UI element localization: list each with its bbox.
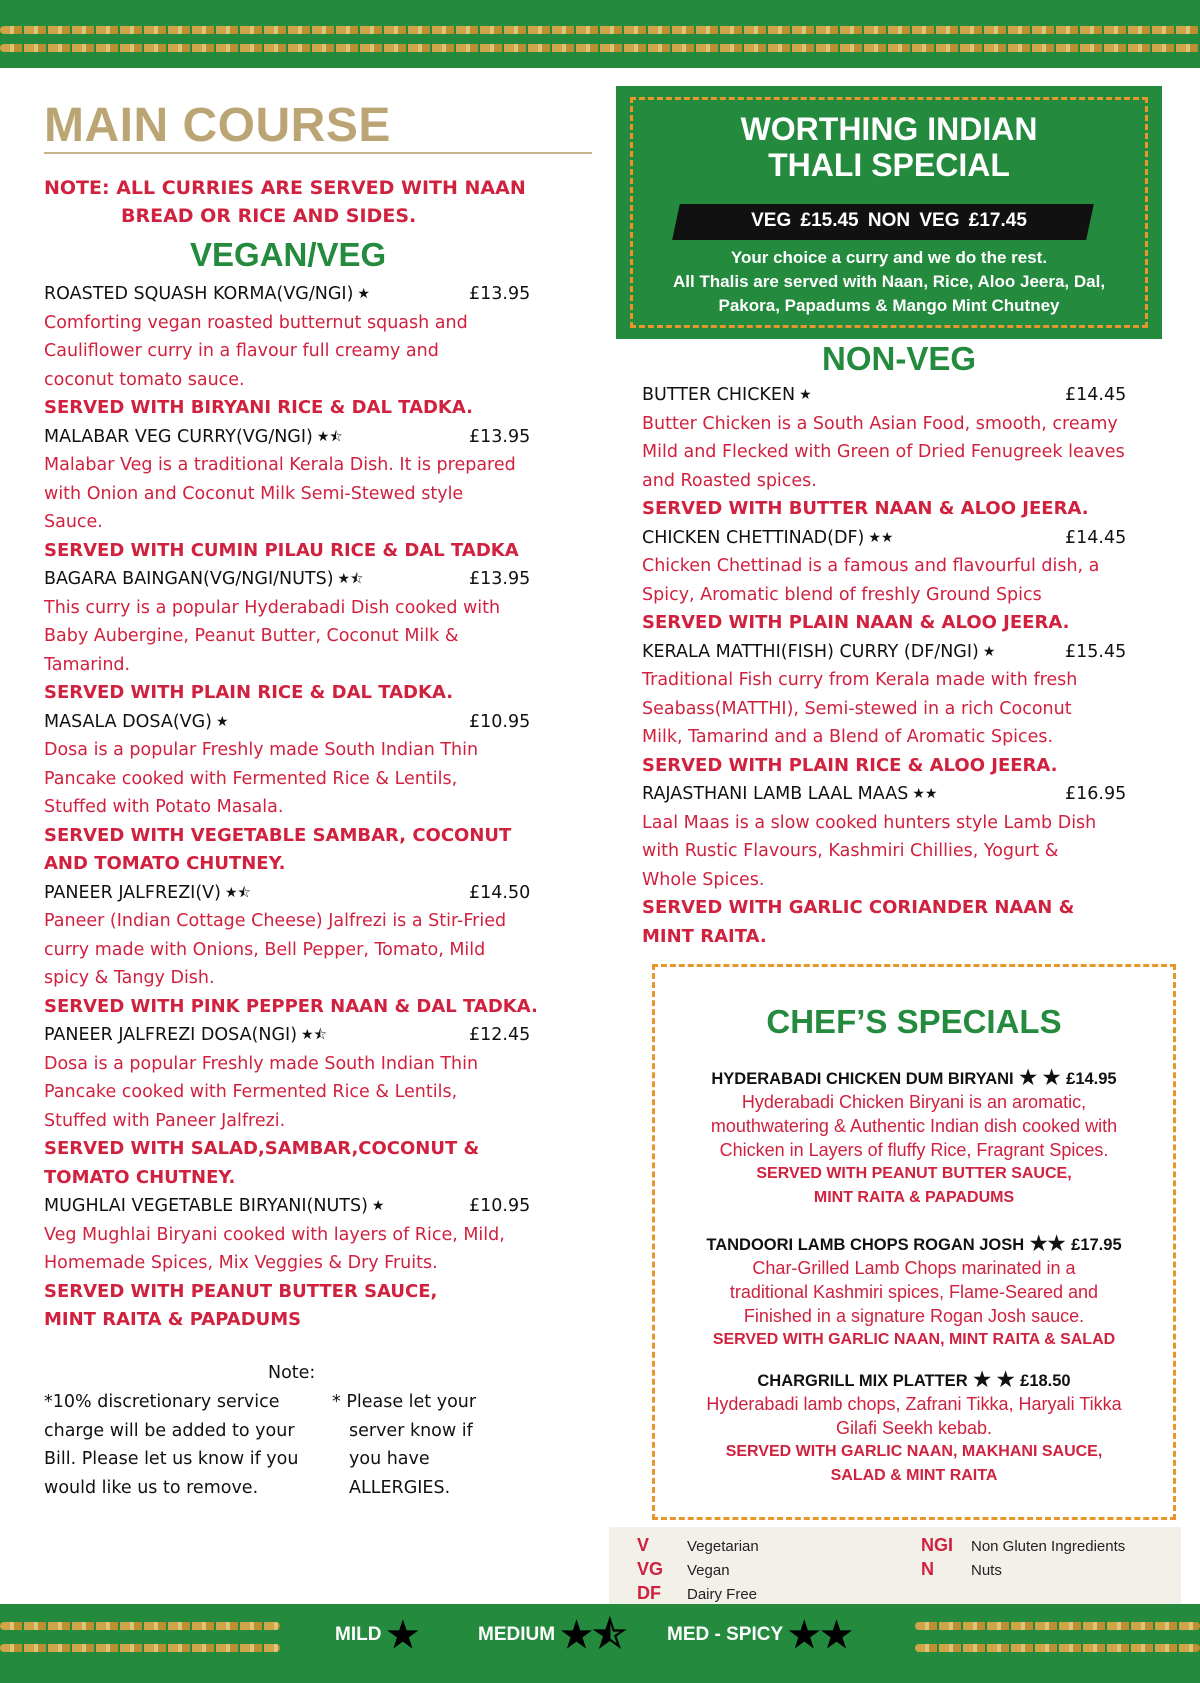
item-description: Baby Aubergine, Peanut Butter, Coconut Milk &: [44, 626, 459, 646]
spice-medium: [478, 1614, 627, 1655]
note-line: BREAD OR RICE AND SIDES.: [121, 205, 417, 227]
chef-item-description: Hyderabadi lamb chops, Zafrani Tikka, Haryali Tikka: [706, 1394, 1122, 1414]
item-title-row: [642, 381, 1182, 410]
item-description: Homemade Spices, Mix Veggies & Dry Fruits.: [44, 1253, 438, 1273]
chef-item-description: Char-Grilled Lamb Chops marinated in a: [752, 1258, 1076, 1278]
item-description: Veg Mughlai Biryani cooked with layers of Rice, Mild,: [44, 1224, 505, 1245]
item-served-with: SERVED WITH PLAIN RICE & DAL TADKA.: [44, 682, 454, 703]
legend-code: VG: [637, 1559, 664, 1579]
chef-item-name: CHARGRILL MIX PLATTER: [757, 1372, 968, 1390]
item-description: with Onion and Coconut Milk Semi-Stewed style: [44, 483, 464, 504]
menu-item: [44, 423, 604, 566]
decorative-wave: [915, 1622, 1200, 1630]
thali-special-box: [616, 86, 1162, 339]
item-price: £10.95: [469, 711, 531, 732]
chef-item-description: Gilafi Seekh kebab.: [835, 1418, 993, 1438]
note-line: Bill. Please let us know if you: [44, 1449, 299, 1469]
item-title-row: [642, 524, 1182, 553]
item-description: Tamarind.: [44, 654, 131, 675]
item-price: £16.95: [1065, 784, 1127, 804]
chef-special-item: [655, 1367, 1173, 1488]
menu-item: [44, 708, 604, 879]
decorative-wave: [0, 26, 1200, 34]
menu-item: [642, 638, 1182, 781]
chef-item-name: HYDERABADI CHICKEN DUM BIRYANI: [711, 1070, 1014, 1088]
spice-stars-icon: ★⯪: [301, 1027, 327, 1043]
chef-item-name: TANDOORI LAMB CHOPS ROGAN JOSH: [706, 1236, 1025, 1254]
menu-item: [44, 565, 604, 708]
chef-item-price: £17.95: [1071, 1236, 1122, 1254]
item-served-with: SERVED WITH CUMIN PILAU RICE & DAL TADKA: [44, 539, 519, 561]
item-description: Seabass(MATTHI), Semi-stewed in a rich Coconut: [642, 698, 1072, 719]
dietary-legend: [609, 1527, 1181, 1606]
chef-item-price: £18.50: [1020, 1372, 1071, 1390]
chef-item-price: £14.95: [1066, 1070, 1117, 1088]
item-description: Whole Spices.: [642, 869, 765, 890]
item-served-with: SERVED WITH PINK PEPPER NAAN & DAL TADKA.: [44, 995, 538, 1017]
spice-label: MED - SPICY: [667, 1624, 783, 1646]
item-name: PANEER JALFREZI DOSA(NGI): [44, 1025, 298, 1045]
item-price: £10.95: [469, 1196, 531, 1216]
title-divider: [44, 152, 592, 154]
item-price: £14.45: [1065, 527, 1127, 548]
item-name: MUGHLAI VEGETABLE BIRYANI(NUTS): [44, 1196, 368, 1216]
item-served-with: SERVED WITH BIRYANI RICE & DAL TADKA.: [44, 397, 473, 418]
menu-item: [44, 1192, 604, 1335]
thali-title-line: WORTHING INDIAN: [740, 111, 1038, 147]
thali-title: [616, 111, 1162, 183]
chef-item-description: traditional Kashmiri spices, Flame-Seared and: [729, 1282, 1099, 1302]
spice-stars-icon: ★: [799, 387, 812, 403]
item-price: £13.95: [469, 284, 531, 304]
note-line: charge will be added to your: [44, 1420, 295, 1441]
legend-label: Dairy Free: [687, 1586, 758, 1603]
item-served-with: TOMATO CHUTNEY.: [44, 1166, 236, 1188]
spice-stars-icon: ★★: [912, 786, 938, 802]
item-description: Malabar Veg is a traditional Kerala Dish. It is prepared: [44, 455, 516, 475]
chefs-specials-title: CHEF’S SPECIALS: [766, 1003, 1062, 1040]
decorative-wave: [915, 1644, 1200, 1652]
item-title-row: [44, 1192, 604, 1221]
item-description: coconut tomato sauce.: [44, 369, 245, 390]
decorative-wave: [0, 44, 1200, 52]
item-title-row: [44, 423, 604, 452]
thali-title-line: THALI SPECIAL: [768, 147, 1010, 183]
item-title-row: [44, 879, 604, 908]
curry-note: [44, 174, 584, 230]
item-description: Stuffed with Potato Masala.: [44, 797, 284, 817]
legend-label: Vegetarian: [687, 1538, 759, 1555]
item-name: CHICKEN CHETTINAD(DF): [642, 527, 865, 548]
item-description: Butter Chicken is a South Asian Food, smooth, creamy: [642, 413, 1118, 434]
spice-stars-icon: ★: [216, 713, 229, 730]
chef-item-description: mouthwatering & Authentic Indian dish cooked with: [710, 1116, 1118, 1136]
top-border-band: [0, 0, 1200, 68]
chef-item-description: Hyderabadi Chicken Biryani is an aromatic,: [741, 1092, 1087, 1112]
non-veg-menu-list: [642, 381, 1182, 951]
item-title-row: [44, 708, 604, 737]
item-served-with: SERVED WITH BUTTER NAAN & ALOO JEERA.: [642, 498, 1089, 519]
chef-item-served-with: SALAD & MINT RAITA: [830, 1467, 998, 1484]
item-served-with: AND TOMATO CHUTNEY.: [44, 853, 286, 874]
note-line: * Please let your: [332, 1392, 477, 1412]
item-title-row: [44, 280, 604, 309]
non-veg-heading: NON-VEG: [822, 340, 977, 377]
item-description: Laal Maas is a slow cooked hunters style Lamb Dish: [642, 812, 1097, 833]
legend-code: V: [637, 1535, 650, 1555]
spice-stars-icon: ★⯪: [337, 571, 364, 587]
item-price: £13.95: [469, 426, 531, 447]
note-line: server know if: [349, 1420, 473, 1441]
spice-med-spicy: [667, 1614, 853, 1655]
item-description: Cauliflower curry in a flavour full creamy and: [44, 341, 439, 361]
item-name: ROASTED SQUASH KORMA(VG/NGI): [44, 284, 354, 304]
legend-item: [637, 1559, 730, 1580]
spice-stars-icon: ★: [371, 1198, 385, 1214]
note-line: you have: [349, 1449, 430, 1469]
item-name: RAJASTHANI LAMB LAAL MAAS: [642, 784, 909, 804]
item-name: BAGARA BAINGAN(VG/NGI/NUTS): [44, 569, 334, 589]
page-title: MAIN COURSE: [44, 99, 391, 152]
item-description: Pancake cooked with Fermented Rice & Lentils,: [44, 1082, 458, 1102]
item-served-with: SERVED WITH SALAD,SAMBAR,COCONUT &: [44, 1138, 480, 1159]
star-icon: ★: [386, 1614, 419, 1655]
menu-item: [642, 524, 1182, 638]
decorative-wave: [0, 1622, 280, 1630]
item-price: £12.45: [469, 1025, 531, 1045]
legend-item: [921, 1535, 1125, 1556]
item-served-with: SERVED WITH GARLIC CORIANDER NAAN &: [642, 897, 1075, 918]
item-description: Spicy, Aromatic blend of freshly Ground Spics: [642, 584, 1042, 605]
item-description: Pancake cooked with Fermented Rice & Lentils,: [44, 768, 458, 789]
star-icon: ★★: [788, 1614, 853, 1655]
item-description: Chicken Chettinad is a famous and flavourful dish, a: [642, 556, 1100, 576]
chef-item-title: [655, 1367, 1173, 1392]
star-icon: ★⯪: [560, 1614, 627, 1655]
chef-item-served-with: SERVED WITH GARLIC NAAN, MINT RAITA & SALAD: [712, 1331, 1116, 1348]
thali-description: [636, 246, 1142, 318]
legend-code: N: [921, 1559, 934, 1579]
item-price: £13.95: [469, 569, 531, 589]
item-served-with: SERVED WITH VEGETABLE SAMBAR, COCONUT: [44, 824, 512, 846]
chef-item-served-with: MINT RAITA & PAPADUMS: [813, 1189, 1015, 1206]
item-served-with: MINT RAITA & PAPADUMS: [44, 1309, 302, 1330]
item-title-row: [44, 1021, 604, 1050]
item-name: KERALA MATTHI(FISH) CURRY (DF/NGI): [642, 641, 979, 662]
service-charge-note: [44, 1388, 298, 1502]
item-price: £14.50: [469, 882, 531, 903]
chef-item-title: [655, 1065, 1173, 1090]
spice-stars-icon: ★ ★: [967, 1369, 1021, 1391]
spice-stars-icon: ★⯪: [316, 428, 343, 445]
note-line: ALLERGIES.: [349, 1477, 451, 1498]
chef-special-item: [655, 1231, 1173, 1352]
item-description: Dosa is a popular Freshly made South Indian Thin: [44, 740, 479, 760]
item-name: PANEER JALFREZI(V): [44, 882, 221, 903]
item-description: curry made with Onions, Bell Pepper, Tomato, Mild: [44, 939, 486, 960]
footer-note-label: Note:: [268, 1363, 316, 1383]
item-description: This curry is a popular Hyderabadi Dish cooked with: [44, 597, 501, 618]
menu-item: [44, 879, 604, 1022]
item-description: spicy & Tangy Dish.: [44, 968, 215, 988]
menu-item: [642, 780, 1182, 951]
legend-code: DF: [637, 1583, 661, 1603]
spice-stars-icon: ★★: [1024, 1233, 1072, 1255]
vegan-veg-heading: VEGAN/VEG: [190, 236, 387, 273]
thali-desc-line: Pakora, Papadums & Mango Mint Chutney: [718, 296, 1060, 315]
chef-item-description: Finished in a signature Rogan Josh sauce.: [743, 1306, 1085, 1326]
spice-stars-icon: ★★: [868, 529, 894, 546]
chef-item-title: [655, 1231, 1173, 1256]
item-name: MALABAR VEG CURRY(VG/NGI): [44, 426, 313, 447]
chef-item-served-with: SERVED WITH GARLIC NAAN, MAKHANI SAUCE,: [725, 1443, 1103, 1460]
item-description: and Roasted spices.: [642, 470, 817, 491]
allergy-note: [332, 1388, 476, 1502]
legend-label: Vegan: [687, 1562, 730, 1579]
legend-item: [637, 1583, 757, 1604]
item-price: £14.45: [1065, 385, 1127, 405]
spice-stars-icon: ★: [357, 286, 370, 302]
menu-item: [44, 280, 604, 423]
thali-prices: VEG £15.45 NON VEG £17.45: [751, 210, 1027, 231]
chef-special-item: [655, 1065, 1173, 1210]
item-description: Comforting vegan roasted butternut squash and: [44, 312, 468, 333]
note-line: would like us to remove.: [44, 1477, 259, 1498]
item-description: Traditional Fish curry from Kerala made with fresh: [642, 670, 1078, 690]
veg-menu-list: [44, 280, 604, 1335]
thali-desc-line: All Thalis are served with Naan, Rice, Aloo Jeera, Dal,: [672, 272, 1106, 291]
decorative-wave: [0, 1644, 280, 1652]
chef-item-served-with: SERVED WITH PEANUT BUTTER SAUCE,: [756, 1165, 1072, 1182]
thali-desc-line: Your choice a curry and we do the rest.: [730, 248, 1048, 267]
note-line: *10% discretionary service: [44, 1392, 280, 1412]
legend-item: [921, 1559, 1002, 1580]
item-description: Dosa is a popular Freshly made South Indian Thin: [44, 1053, 479, 1074]
spice-stars-icon: ★⯪: [224, 884, 251, 901]
item-title-row: [642, 780, 1182, 809]
legend-label: Nuts: [971, 1562, 1002, 1579]
legend-label: Non Gluten Ingredients: [971, 1538, 1126, 1555]
menu-item: [44, 1021, 604, 1192]
chef-item-description: Chicken in Layers of fluffy Rice, Fragrant Spices.: [719, 1140, 1109, 1160]
item-description: with Rustic Flavours, Kashmiri Chillies, Yogurt &: [642, 841, 1059, 861]
item-served-with: SERVED WITH PLAIN NAAN & ALOO JEERA.: [642, 612, 1070, 633]
spice-mild: [335, 1614, 419, 1655]
chefs-specials-box: [652, 964, 1176, 1520]
item-served-with: MINT RAITA.: [642, 925, 767, 947]
item-description: Milk, Tamarind and a Blend of Aromatic Spices.: [642, 727, 1054, 747]
spice-stars-icon: ★ ★: [1013, 1067, 1067, 1089]
spice-label: MILD: [335, 1624, 382, 1646]
item-description: Stuffed with Paneer Jalfrezi.: [44, 1110, 286, 1131]
item-served-with: SERVED WITH PEANUT BUTTER SAUCE,: [44, 1280, 438, 1302]
note-line: NOTE: ALL CURRIES ARE SERVED WITH NAAN: [44, 177, 526, 199]
menu-item: [642, 381, 1182, 524]
legend-item: [637, 1535, 759, 1556]
item-served-with: SERVED WITH PLAIN RICE & ALOO JEERA.: [642, 754, 1058, 776]
item-description: Mild and Flecked with Green of Dried Fenugreek leaves: [642, 442, 1125, 462]
item-description: Paneer (Indian Cottage Cheese) Jalfrezi is a Stir-Fried: [44, 911, 507, 931]
item-title-row: [642, 638, 1182, 667]
legend-code: NGI: [921, 1535, 954, 1555]
spice-label: MEDIUM: [478, 1624, 556, 1646]
item-price: £15.45: [1065, 641, 1127, 662]
item-title-row: [44, 565, 604, 594]
item-name: MASALA DOSA(VG): [44, 711, 213, 732]
spice-stars-icon: ★: [982, 643, 996, 660]
item-name: BUTTER CHICKEN: [642, 385, 796, 405]
item-description: Sauce.: [44, 512, 103, 532]
